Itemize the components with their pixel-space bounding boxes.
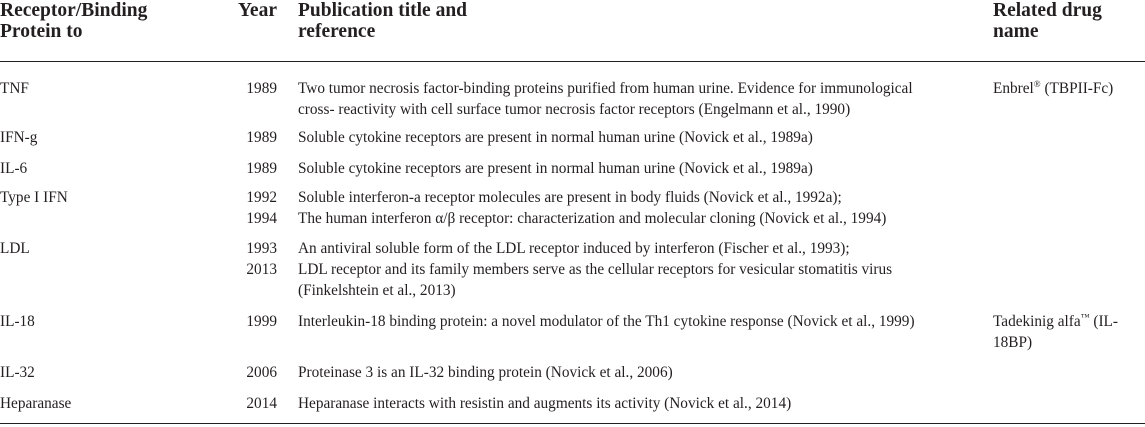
table-header [0,0,1145,60]
table-bottom-rule [0,423,1145,424]
drug-cell: Enbrel® (TBPII-Fc) [993,79,1114,97]
year-cell: 1992 1994 [246,189,277,227]
receptor-cell: IL-6 [0,160,28,177]
publication-cell: Heparanase interacts with resistin and augments its activity (Novick et al., 2014) [298,395,792,412]
publication-cell: Soluble interferon-a receptor molecules are present in body fluids (Novick et al., 1992a); The human interferon α/β receptor: characterization and molecular cloning (Novick et al., 1994) [298,189,887,227]
year-cell: 2014 [246,395,277,412]
publication-cell: Soluble cytokine receptors are present in normal human urine (Novick et al., 1989a) [298,160,813,177]
publication-cell: Interleukin-18 binding protein: a novel modulator of the Th1 cytokine response (Novick et al., 1999) [298,313,915,330]
header-publication-title: Publication title and reference [298,0,468,42]
receptor-cell: Heparanase [0,395,72,412]
year-cell: 1989 [246,160,277,177]
drug-cell: Tadekinig alfa™ (IL- 18BP) [993,312,1118,351]
receptor-cell: IL-32 [0,364,35,381]
year-cell: 1989 [246,80,277,97]
year-cell: 1999 [246,313,277,330]
header-divider [0,61,1145,62]
receptor-cell: LDL [0,240,30,257]
receptor-cell: IFN-g [0,129,38,146]
receptor-cell: TNF [0,80,29,97]
receptor-cell: IL-18 [0,313,35,330]
receptor-cell: Type I IFN [0,189,68,206]
publication-cell: Proteinase 3 is an IL-32 binding protein (Novick et al., 2006) [298,364,673,381]
publication-cell: An antiviral soluble form of the LDL receptor induced by interferon (Fischer et al., 1993); LDL receptor and its family members serve as the cellular receptors for vesicular stomatitis virus (Finkelshtein et al., 2013) [298,240,893,299]
header-receptor: Receptor/Binding Protein to [0,0,148,42]
year-cell: 2006 [246,364,277,381]
header-year: Year [238,0,277,21]
publication-cell: Soluble cytokine receptors are present in normal human urine (Novick et al., 1989a) [298,129,813,146]
header-related-drug: Related drug name [993,0,1102,42]
year-cell: 1993 2013 [246,240,277,278]
publication-cell: Two tumor necrosis factor-binding proteins purified from human urine. Evidence for immunological cross- reactivity with cell surface tumor necrosis factor receptors (Engelmann et al., 1990) [298,80,913,118]
year-cell: 1989 [246,129,277,146]
